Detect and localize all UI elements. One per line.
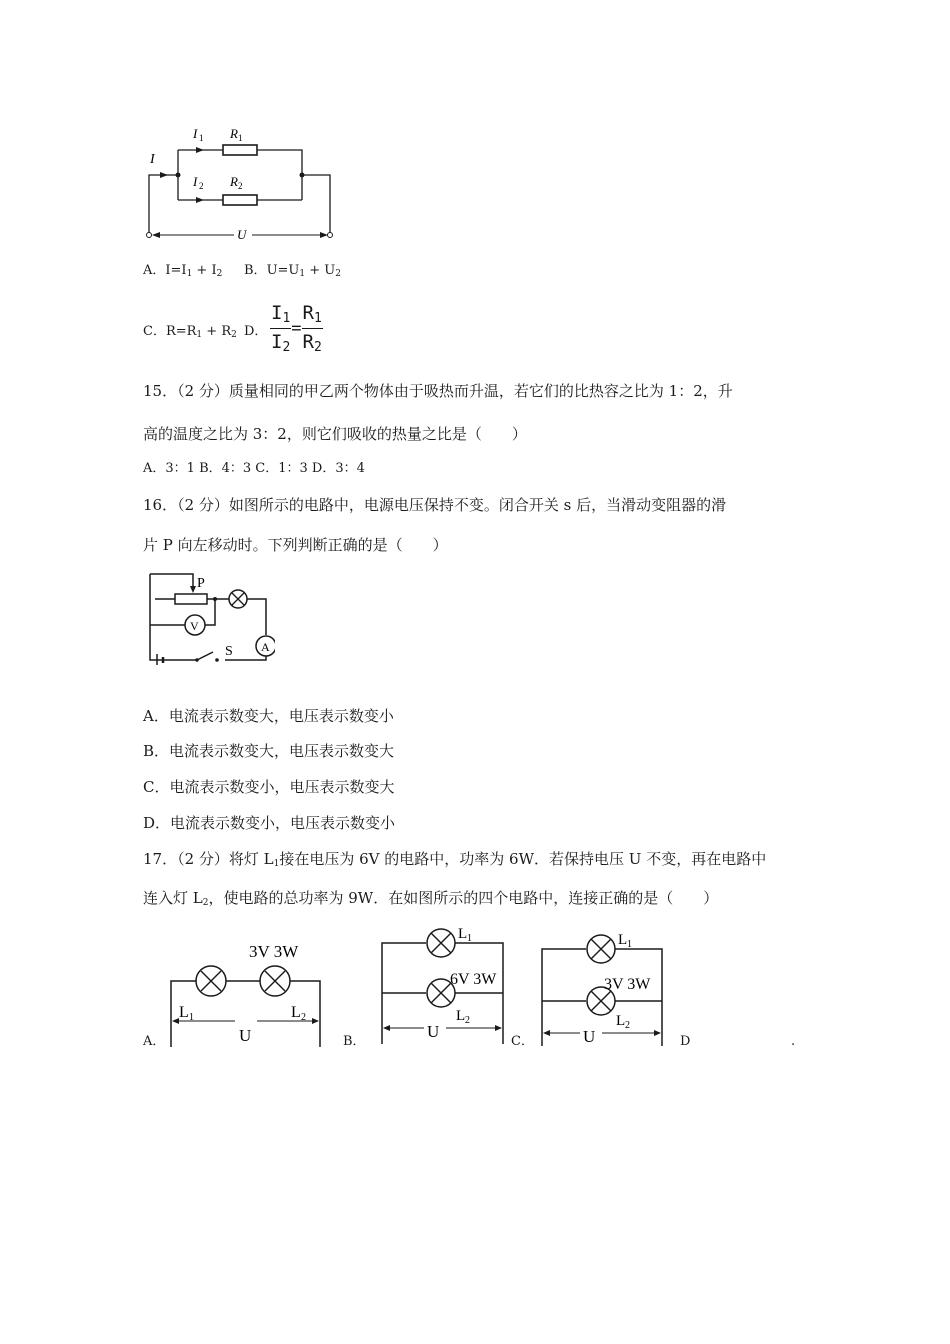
q17-option-b-label: B． bbox=[343, 1034, 366, 1049]
svg-text:2: 2 bbox=[238, 181, 243, 191]
q17-option-a-label: A． bbox=[143, 1034, 166, 1049]
q15-stem-line1: 15．（2 分）质量相同的甲乙两个物体由于吸热而升温，若它们的比热容之比为 1：2，升 bbox=[143, 382, 733, 400]
q14-option-d-label: D． bbox=[244, 324, 268, 339]
circuit-c-parallel-diagram bbox=[538, 928, 670, 1048]
voltmeter-label: V bbox=[190, 619, 199, 633]
circuit-a-series-diagram bbox=[165, 937, 330, 1049]
circuit-b-parallel-diagram bbox=[378, 922, 510, 1047]
q16-option-d: D．电流表示数变小，电压表示数变小 bbox=[143, 814, 396, 832]
q17-stem-line2: 连入灯 $L_2$，使电路的总功率为 9W．在如图所示的四个电路中，连接正确的是（ ） bbox=[143, 889, 719, 908]
q14-option-b: B．$U=U_1 + U_2$ bbox=[244, 263, 341, 279]
circuit-a-rating: 3V 3W bbox=[249, 942, 299, 961]
q17-stem-line1: 17．（2 分）将灯 $L_1$接在电压为 6V 的电路中，功率为 6W．若保持电压 U 不变，再在电路中 bbox=[143, 850, 767, 869]
current-total-label: I bbox=[150, 152, 155, 167]
ammeter-label: A bbox=[261, 640, 270, 654]
voltage-u-label: U bbox=[237, 227, 247, 242]
svg-text:2: 2 bbox=[625, 1020, 630, 1031]
q17-option-d-label: D bbox=[680, 1034, 691, 1049]
circuit-b-u: U bbox=[427, 1022, 440, 1041]
resistor-r2-label: R bbox=[230, 174, 238, 189]
q17-trailing-dot: . bbox=[791, 1034, 796, 1049]
circuit-b-l1: L bbox=[458, 926, 468, 942]
circuit-b-l2: L bbox=[456, 1008, 466, 1024]
circuit-c-u: U bbox=[583, 1027, 596, 1046]
q14-option-c: C．$R=R_1 + R_2$ bbox=[143, 324, 237, 340]
svg-text:2: 2 bbox=[301, 1012, 306, 1023]
q16-option-c: C．电流表示数变小，电压表示数变大 bbox=[143, 778, 395, 796]
current-i2-label: I bbox=[193, 174, 198, 189]
q15-stem-line2: 高的温度之比为 3：2，则它们吸收的热量之比是（ ） bbox=[143, 425, 527, 443]
q16-stem-line1: 16．（2 分）如图所示的电路中，电源电压保持不变。闭合开关 s 后，当滑动变阻器的滑 bbox=[143, 496, 727, 514]
svg-text:2: 2 bbox=[199, 181, 204, 191]
q14-option-d-formula: $\frac{I_1}{I_2}$ = $\frac{R_1}{R_2}$ bbox=[271, 302, 322, 355]
slider-p-label: P bbox=[197, 576, 205, 591]
switch-s-label: S bbox=[225, 644, 233, 659]
circuit-a-u: U bbox=[239, 1026, 252, 1045]
q17-option-c-label: C． bbox=[511, 1034, 534, 1049]
circuit-c-rating: 3V 3W bbox=[604, 976, 651, 993]
q15-options: A．3：1 B．4：3 C．1：3 D．3：4 bbox=[143, 461, 365, 476]
svg-text:1: 1 bbox=[238, 133, 243, 143]
parallel-resistor-circuit-diagram bbox=[140, 118, 340, 243]
svg-text:2: 2 bbox=[465, 1015, 470, 1026]
svg-text:1: 1 bbox=[189, 1012, 194, 1023]
current-i1-label: I bbox=[193, 126, 198, 141]
circuit-a-l1: L bbox=[179, 1004, 189, 1021]
q16-option-b: B．电流表示数变大，电压表示数变大 bbox=[143, 742, 395, 760]
circuit-c-l2: L bbox=[616, 1013, 626, 1029]
resistor-r1-label: R bbox=[230, 126, 238, 141]
rheostat-circuit-diagram bbox=[145, 569, 275, 665]
q16-option-a: A．电流表示数变大，电压表示数变小 bbox=[143, 707, 394, 725]
svg-text:1: 1 bbox=[627, 939, 632, 950]
q16-stem-line2: 片 P 向左移动时。下列判断正确的是（ ） bbox=[143, 536, 448, 554]
circuit-a-l2: L bbox=[291, 1004, 301, 1021]
circuit-b-rating: 6V 3W bbox=[450, 971, 497, 988]
svg-text:1: 1 bbox=[199, 133, 204, 143]
circuit-c-l1: L bbox=[618, 932, 628, 948]
svg-text:1: 1 bbox=[467, 933, 472, 944]
q14-option-a: A．$I=I_1 + I_2$ bbox=[143, 263, 223, 279]
